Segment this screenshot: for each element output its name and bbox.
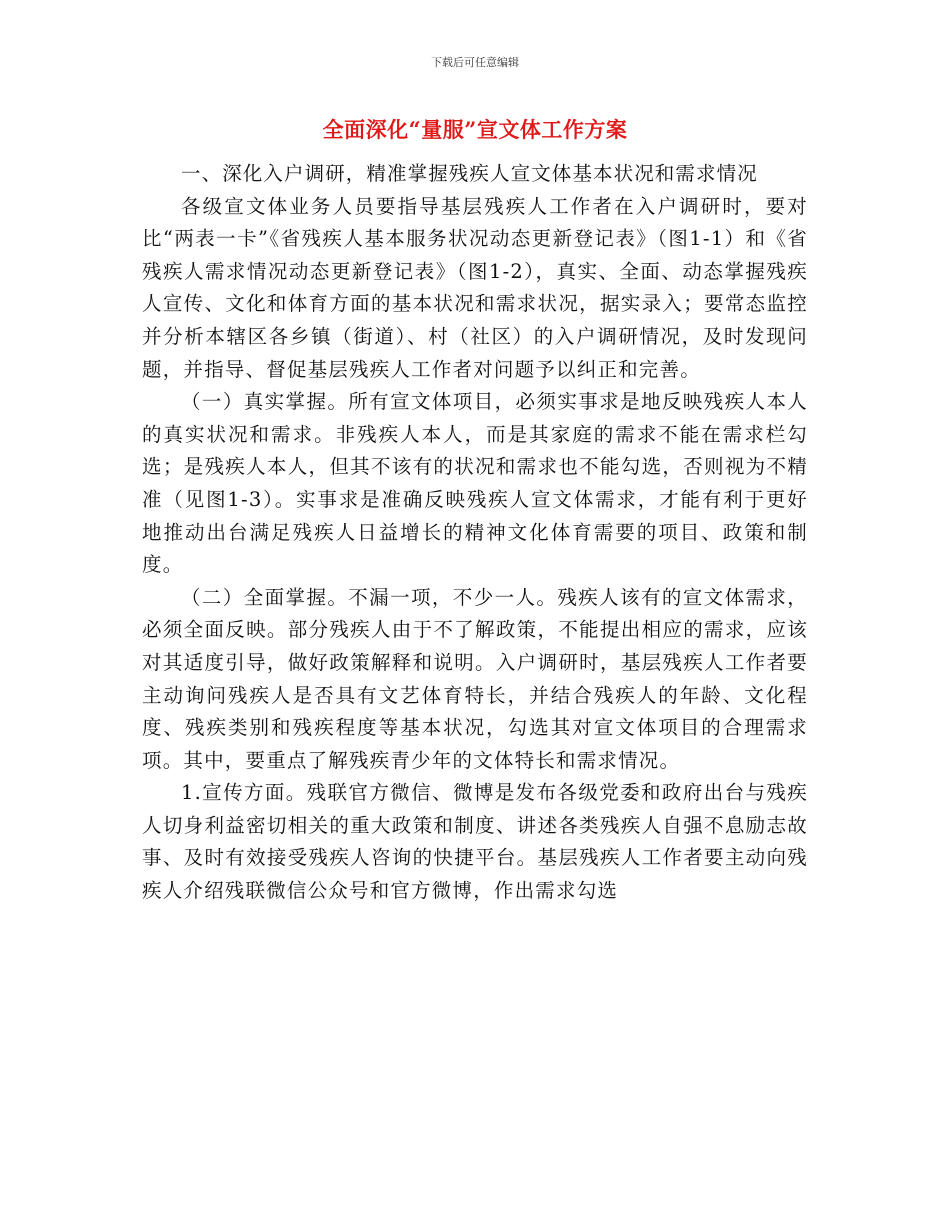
document-title: 全面深化“量服”宣文体工作方案 bbox=[322, 117, 628, 142]
paragraph-4: 1.宣传方面。残联官方微信、微博是发布各级党委和政府出台与残疾人切身利益密切相关的重大政策和制度、讲述各类残疾人自强不息励志故事、及时有效接受残疾人咨询的快捷平台。基层残疾人工作者要主动向残疾人介绍残联微信公众号和官方微博，作出需求勾选 bbox=[142, 781, 808, 903]
paragraph-1: 各级宣文体业务人员要指导基层残疾人工作者在入户调研时，要对比“两表一卡”《省残疾人基本服务状况动态更新登记表》（图1-1）和《省残疾人需求情况动态更新登记表》（图1-2），真实、全面、动态掌握残疾人宣传、文化和体育方面的基本状况和需求状况，据实录入；要常态监控并分析本辖区各乡镇（街道）、村（社区）的入户调研情况，及时发现问题，并指导、督促基层残疾人工作者对问题予以纠正和完善。 bbox=[142, 194, 808, 381]
paragraph-2: （一）真实掌握。所有宣文体项目，必须实事求是地反映残疾人本人的真实状况和需求。非残疾人本人，而是其家庭的需求不能在需求栏勾选；是残疾人本人，但其不该有的状况和需求也不能勾选，否则视为不精准（见图1-3）。实事求是准确反映残疾人宣文体需求，才能有利于更好地推动出台满足残疾人日益增长的精神文化体育需要的项目、政策和制度。 bbox=[142, 390, 808, 577]
section-heading: 一、深化入户调研，精准掌握残疾人宣文体基本状况和需求情况 bbox=[181, 162, 758, 185]
page-header: 下载后可任意编辑 bbox=[431, 56, 519, 69]
paragraph-3: （二）全面掌握。不漏一项，不少一人。残疾人该有的宣文体需求，必须全面反映。部分残疾人由于不了解政策，不能提出相应的需求，应该对其适度引导，做好政策解释和说明。入户调研时，基层残疾人工作者要主动询问残疾人是否具有文艺体育特长，并结合残疾人的年龄、文化程度、残疾类别和残疾程度等基本状况，勾选其对宣文体项目的合理需求项。其中，要重点了解残疾青少年的文体特长和需求情况。 bbox=[142, 585, 808, 772]
document-body bbox=[142, 158, 808, 908]
